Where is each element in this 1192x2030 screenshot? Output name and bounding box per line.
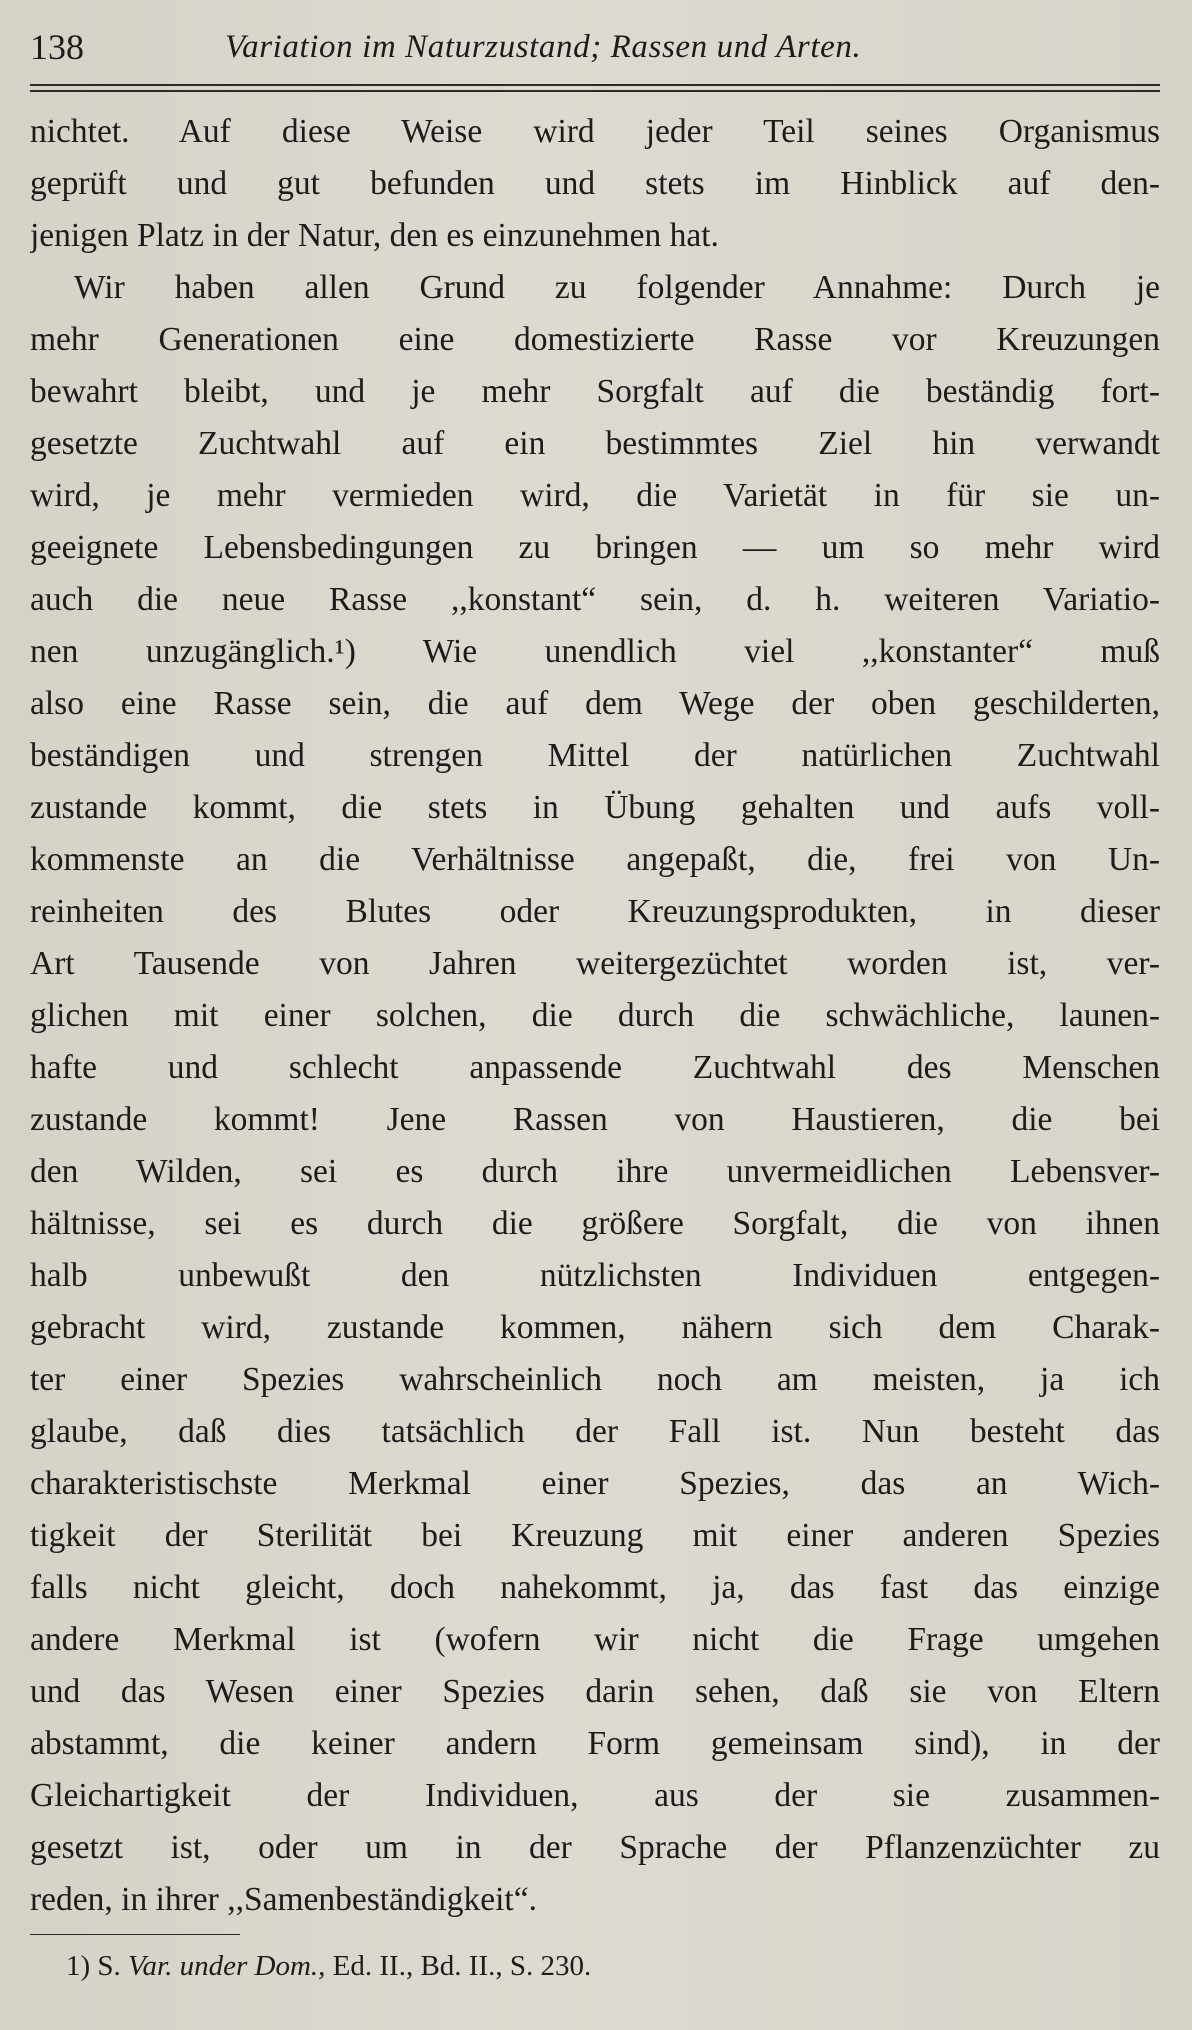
header-double-rule (30, 84, 1160, 92)
text-line: bewahrt bleibt, und je mehr Sorgfalt auf die beständig fort- (30, 373, 1160, 410)
text-line: den Wilden, sei es durch ihre unvermeidlichen Lebensver- (30, 1153, 1160, 1190)
text-line: abstammt, die keiner andern Form gemeinsam sind), in der (30, 1725, 1160, 1762)
text-line: und das Wesen einer Spezies darin sehen, daß sie von Eltern (30, 1673, 1160, 1710)
text-line: gesetzte Zuchtwahl auf ein bestimmtes Ziel hin verwandt (30, 425, 1160, 462)
footnote-title: Var. under Dom., (128, 1950, 326, 1982)
text-line: reden, in ihrer ,,Samenbeständigkeit“. (30, 1881, 537, 1918)
text-line: ter einer Spezies wahrscheinlich noch am meisten, ja ich (30, 1361, 1160, 1398)
text-line: zustande kommt, die stets in Übung gehalten und aufs voll- (30, 789, 1160, 826)
body-text (30, 106, 1160, 1926)
text-line: auch die neue Rasse ,,konstant“ sein, d. h. weiteren Variatio- (30, 581, 1160, 618)
text-line: kommenste an die Verhältnisse angepaßt, die, frei von Un- (30, 841, 1160, 878)
text-line: nichtet. Auf diese Weise wird jeder Teil seines Organismus (30, 113, 1160, 150)
text-line: hältnisse, sei es durch die größere Sorgfalt, die von ihnen (30, 1205, 1160, 1242)
text-line: glaube, daß dies tatsächlich der Fall ist. Nun besteht das (30, 1413, 1160, 1450)
text-line: andere Merkmal ist (wofern wir nicht die Frage umgehen (30, 1621, 1160, 1658)
text-line: reinheiten des Blutes oder Kreuzungsprodukten, in dieser (30, 893, 1160, 930)
text-line: geeignete Lebensbedingungen zu bringen — um so mehr wird (30, 529, 1160, 566)
footnote-rule (30, 1934, 240, 1935)
text-line: halb unbewußt den nützlichsten Individuen entgegen- (30, 1257, 1160, 1294)
footnote-marker: 1) S. (66, 1950, 121, 1982)
text-line: jenigen Platz in der Natur, den es einzunehmen hat. (30, 217, 719, 254)
text-line: Wir haben allen Grund zu folgender Annahme: Durch je (74, 269, 1160, 306)
text-line: hafte und schlecht anpassende Zuchtwahl des Menschen (30, 1049, 1160, 1086)
text-line: beständigen und strengen Mittel der natürlichen Zuchtwahl (30, 737, 1160, 774)
text-line: gesetzt ist, oder um in der Sprache der Pflanzenzüchter zu (30, 1829, 1160, 1866)
text-line: tigkeit der Sterilität bei Kreuzung mit einer anderen Spezies (30, 1517, 1160, 1554)
page-header (30, 22, 1160, 72)
text-line: also eine Rasse sein, die auf dem Wege der oben geschilderten, (30, 685, 1160, 722)
text-line: Gleichartigkeit der Individuen, aus der sie zusammen- (30, 1777, 1160, 1814)
text-line: zustande kommt! Jene Rassen von Haustieren, die bei (30, 1101, 1160, 1138)
page-number: 138 (30, 27, 84, 67)
text-line: geprüft und gut befunden und stets im Hinblick auf den- (30, 165, 1160, 202)
text-line: gebracht wird, zustande kommen, nähern sich dem Charak- (30, 1309, 1160, 1346)
text-line: falls nicht gleicht, doch nahekommt, ja, das fast das einzige (30, 1569, 1160, 1606)
text-line: wird, je mehr vermieden wird, die Varietät in für sie un- (30, 477, 1160, 514)
text-line: Art Tausende von Jahren weitergezüchtet worden ist, ver- (30, 945, 1160, 982)
text-line: charakteristischste Merkmal einer Spezies, das an Wich- (30, 1465, 1160, 1502)
footnote (66, 1946, 591, 1986)
text-line: nen unzugänglich.¹) Wie unendlich viel ,,konstanter“ muß (30, 633, 1160, 670)
text-line: glichen mit einer solchen, die durch die schwächliche, launen- (30, 997, 1160, 1034)
text-line: mehr Generationen eine domestizierte Rasse vor Kreuzungen (30, 321, 1160, 358)
running-head: Variation im Naturzustand; Rassen und Arten. (225, 29, 862, 65)
footnote-rest: Ed. II., Bd. II., S. 230. (332, 1950, 592, 1982)
